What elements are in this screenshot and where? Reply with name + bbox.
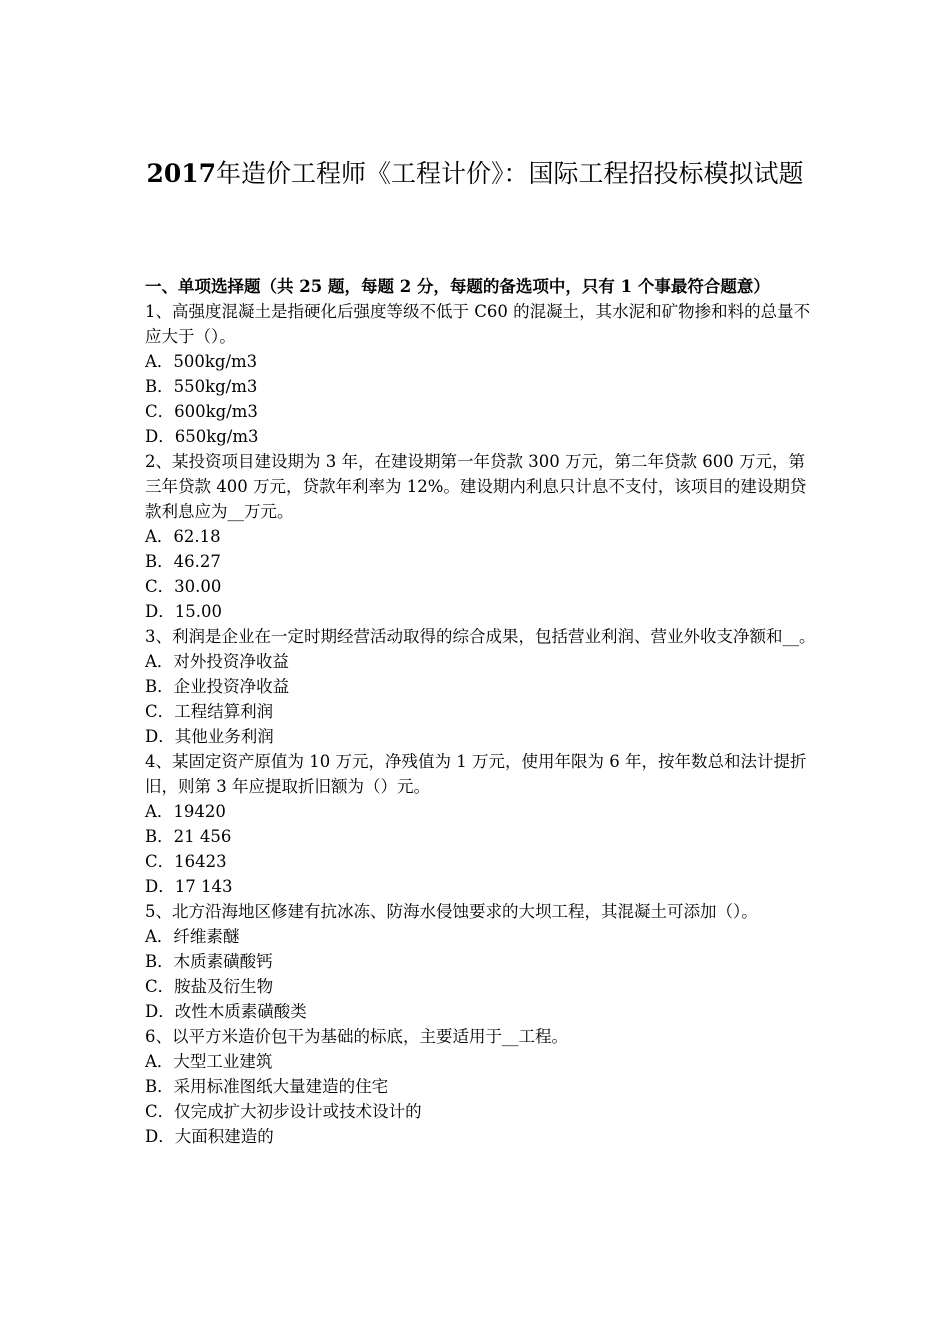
section-heading: 一、单项选择题（共 25 题，每题 2 分，每题的备选项中，只有 1 个事最符合题意） <box>145 277 770 296</box>
option-d: D．大面积建造的 <box>145 1127 274 1146</box>
option-a: A．纤维素醚 <box>145 927 240 946</box>
option-d: D．650kg/m3 <box>145 427 259 446</box>
question-stem: 3、利润是企业在一定时期经营活动取得的综合成果，包括营业利润、营业外收支净额和__。 <box>145 627 816 646</box>
option-d: D．17 143 <box>145 877 233 896</box>
question-stem: 1、高强度混凝土是指硬化后强度等级不低于 C60 的混凝土，其水泥和矿物掺和料的总量不应大于（）。 <box>145 302 811 346</box>
title-year: 2017 <box>146 159 217 188</box>
option-a: A．19420 <box>145 802 226 821</box>
document-title <box>140 148 810 200</box>
title-text: 年造价工程师《工程计价》：国际工程招投标模拟试题 <box>216 159 804 188</box>
option-c: C．600kg/m3 <box>145 402 258 421</box>
question-stem: 6、以平方米造价包干为基础的标底，主要适用于__工程。 <box>145 1027 568 1046</box>
option-a: A．对外投资净收益 <box>145 652 289 671</box>
question-3 <box>145 624 817 749</box>
option-a: A．大型工业建筑 <box>145 1052 273 1071</box>
question-stem: 4、某固定资产原值为 10 万元，净残值为 1 万元，使用年限为 6 年，按年数总和法计提折旧，则第 3 年应提取折旧额为（）元。 <box>145 752 807 796</box>
option-c: C．工程结算利润 <box>145 702 274 721</box>
option-d: D．其他业务利润 <box>145 727 274 746</box>
question-1 <box>145 299 817 449</box>
option-b: B．木质素磺酸钙 <box>145 952 273 971</box>
option-b: B．企业投资净收益 <box>145 677 290 696</box>
question-5 <box>145 899 817 1024</box>
option-d: D．15.00 <box>145 602 222 621</box>
question-stem: 2、某投资项目建设期为 3 年，在建设期第一年贷款 300 万元，第二年贷款 600 万元，第三年贷款 400 万元，贷款年利率为 12%。建设期内利息只计息不支付，该项目的建设期贷款利息应为__万元。 <box>145 452 807 521</box>
option-c: C．仅完成扩大初步设计或技术设计的 <box>145 1102 422 1121</box>
question-stem: 5、北方沿海地区修建有抗冰冻、防海水侵蚀要求的大坝工程，其混凝土可添加（）。 <box>145 902 758 921</box>
option-c: C．16423 <box>145 852 227 871</box>
question-2 <box>145 449 817 624</box>
option-a: A．62.18 <box>145 527 221 546</box>
document-body <box>145 274 817 1149</box>
question-4 <box>145 749 817 899</box>
option-b: B．21 456 <box>145 827 232 846</box>
option-a: A．500kg/m3 <box>145 352 258 371</box>
option-c: C．30.00 <box>145 577 222 596</box>
option-d: D．改性木质素磺酸类 <box>145 1002 307 1021</box>
question-6 <box>145 1024 817 1149</box>
option-b: B．550kg/m3 <box>145 377 258 396</box>
option-b: B．采用标准图纸大量建造的住宅 <box>145 1077 389 1096</box>
option-b: B．46.27 <box>145 552 221 571</box>
option-c: C．胺盐及衍生物 <box>145 977 274 996</box>
